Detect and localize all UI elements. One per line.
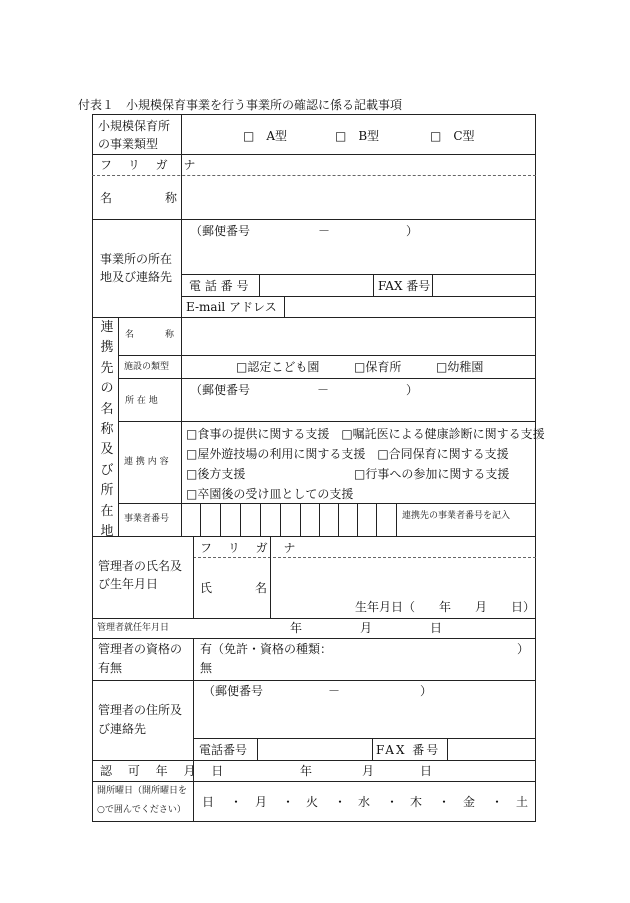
- partner-postal-close: ）: [406, 383, 419, 397]
- qualification-yes-close: ）: [517, 642, 530, 656]
- approval-day: 日: [420, 764, 433, 778]
- manager-name-label: び生年月日: [98, 577, 159, 591]
- partner-postal-dash: －: [317, 383, 330, 397]
- approval-date-label: 認 可 年 月 日: [100, 764, 230, 778]
- day-separator: ・: [386, 795, 399, 809]
- manager-address-label: 管理者の住所及: [98, 703, 183, 717]
- day-mon[interactable]: 月: [255, 795, 268, 809]
- qualification-label: 管理者の資格の: [98, 642, 183, 656]
- digit-box-divider: [300, 503, 301, 536]
- grid-line: [181, 296, 536, 297]
- approval-month: 月: [362, 764, 375, 778]
- grid-line: [259, 274, 260, 296]
- grid-line: [92, 154, 536, 155]
- day-separator: ・: [282, 795, 295, 809]
- day-separator: ・: [334, 795, 347, 809]
- location-label: 地及び連絡先: [100, 270, 173, 284]
- business-number-note: 連携先の事業者番号を記入: [402, 511, 511, 521]
- manager-address-label: び連絡先: [98, 722, 147, 736]
- postal-code-dash: －: [318, 224, 331, 238]
- grid-line: [193, 557, 536, 558]
- day-thu[interactable]: 木: [410, 795, 423, 809]
- grid-line: [181, 114, 182, 317]
- partner-type-label: 施設の類型: [124, 362, 170, 372]
- yochien-checkbox[interactable]: □幼稚園: [436, 360, 484, 374]
- digit-box-divider: [338, 503, 339, 536]
- grid-line: [118, 317, 119, 536]
- grid-line: [92, 618, 536, 619]
- manager-postal-label: （郵便番号: [203, 684, 264, 698]
- backup-support-checkbox[interactable]: □後方支援: [186, 467, 246, 481]
- manager-fax-label: FAX 番号: [376, 743, 441, 757]
- partner-postal-label: （郵便番号: [190, 383, 251, 397]
- open-days-label: ○で囲んでください）: [97, 805, 186, 815]
- grid-line: [92, 680, 536, 681]
- digit-box-divider: [240, 503, 241, 536]
- day-sun[interactable]: 日: [202, 795, 215, 809]
- name-label: 称: [165, 191, 178, 205]
- digit-box-divider: [260, 503, 261, 536]
- grid-line: [257, 738, 258, 760]
- postal-code-close: ）: [406, 224, 419, 238]
- day-fri[interactable]: 金: [463, 795, 476, 809]
- partner-name-label: 名: [125, 330, 135, 340]
- facility-type-label: 小規模保育所: [98, 119, 171, 133]
- location-label: 事業所の所在: [100, 252, 173, 266]
- digit-box-divider: [319, 503, 320, 536]
- type-c-checkbox[interactable]: □ C型: [430, 129, 475, 143]
- day-separator: ・: [491, 795, 504, 809]
- grid-line: [181, 274, 536, 275]
- digit-box-divider: [376, 503, 377, 536]
- manager-name-label: 管理者の氏名及: [98, 559, 183, 573]
- approval-year: 年: [300, 764, 313, 778]
- grid-line: [92, 219, 536, 220]
- grid-line: [447, 738, 448, 760]
- email-label: E-mail アドレス: [186, 300, 277, 314]
- grid-line: [373, 274, 374, 296]
- manager-postal-close: ）: [420, 684, 433, 698]
- grid-line: [432, 274, 433, 296]
- day-separator: ・: [438, 795, 451, 809]
- partner-content-label: 連 携 内 容: [124, 457, 169, 467]
- grid-line: [372, 738, 373, 760]
- qualification-yes-option[interactable]: 有（免許・資格の種類：: [200, 642, 333, 656]
- day-wed[interactable]: 水: [358, 795, 371, 809]
- grid-line: [92, 760, 536, 761]
- furigana-label: フ リ ガ ナ: [100, 158, 202, 172]
- grid-line: [193, 738, 536, 739]
- graduate-support-checkbox[interactable]: □卒園後の受け皿としての支援: [186, 487, 354, 501]
- partner-section-label: 連 携 先 の 名 称 及 び 所 在 地: [100, 320, 114, 540]
- partner-name-label: 称: [165, 330, 175, 340]
- hoikusho-checkbox[interactable]: □保育所: [354, 360, 402, 374]
- manager-surname-label: 氏: [200, 581, 213, 595]
- day-separator: ・: [230, 795, 243, 809]
- digit-box-divider: [396, 503, 397, 536]
- fax-label: FAX 番号: [378, 279, 431, 293]
- manager-phone-label: 電話番号: [199, 743, 248, 757]
- digit-box-divider: [200, 503, 201, 536]
- type-a-checkbox[interactable]: □ A型: [243, 129, 288, 143]
- grid-line: [193, 536, 194, 618]
- postal-code-label: （郵便番号: [190, 224, 251, 238]
- tenure-month: 月: [360, 621, 373, 635]
- grid-line: [193, 638, 194, 821]
- grid-line: [92, 781, 536, 782]
- digit-box-divider: [280, 503, 281, 536]
- tenure-year: 年: [290, 621, 303, 635]
- qualification-no-option[interactable]: 無: [200, 661, 213, 675]
- name-label: 名: [100, 191, 113, 205]
- support-option-row[interactable]: □食事の提供に関する支援 □嘱託医による健康診断に関する支援: [186, 427, 545, 441]
- grid-line: [92, 317, 536, 318]
- manager-given-label: 名: [255, 581, 268, 595]
- qualification-label: 有無: [98, 661, 123, 675]
- manager-postal-dash: －: [328, 684, 341, 698]
- type-b-checkbox[interactable]: □ B型: [335, 129, 380, 143]
- grid-line: [92, 175, 536, 176]
- grid-line: [181, 317, 182, 536]
- digit-box-divider: [220, 503, 221, 536]
- event-support-checkbox[interactable]: □行事への参加に関する支援: [354, 467, 510, 481]
- page-title: 付表１ 小規模保育事業を行う事業所の確認に係る記載事項: [78, 98, 403, 112]
- phone-label: 電 話 番 号: [189, 279, 249, 293]
- nintei-kodomoen-checkbox[interactable]: □認定こども園: [236, 360, 320, 374]
- facility-type-label: の事業類型: [98, 137, 159, 151]
- digit-box-divider: [357, 503, 358, 536]
- partner-address-label: 所 在 地: [125, 396, 158, 406]
- business-number-label: 事業者番号: [124, 514, 170, 524]
- open-days-label: 開所曜日（開所曜日を: [97, 786, 188, 796]
- day-sat[interactable]: 土: [516, 795, 529, 809]
- grid-line: [284, 296, 285, 317]
- tenure-date-label: 管理者就任年月日: [97, 623, 170, 633]
- birth-date-field: 生年月日（ 年 月 日）: [355, 600, 536, 614]
- day-tue[interactable]: 火: [306, 795, 319, 809]
- support-option-row[interactable]: □屋外遊技場の利用に関する支援 □合同保育に関する支援: [186, 447, 509, 461]
- manager-furigana-label: フ リ ガ ナ: [200, 541, 302, 555]
- grid-line: [92, 638, 536, 639]
- grid-line: [92, 536, 536, 537]
- tenure-day: 日: [430, 621, 443, 635]
